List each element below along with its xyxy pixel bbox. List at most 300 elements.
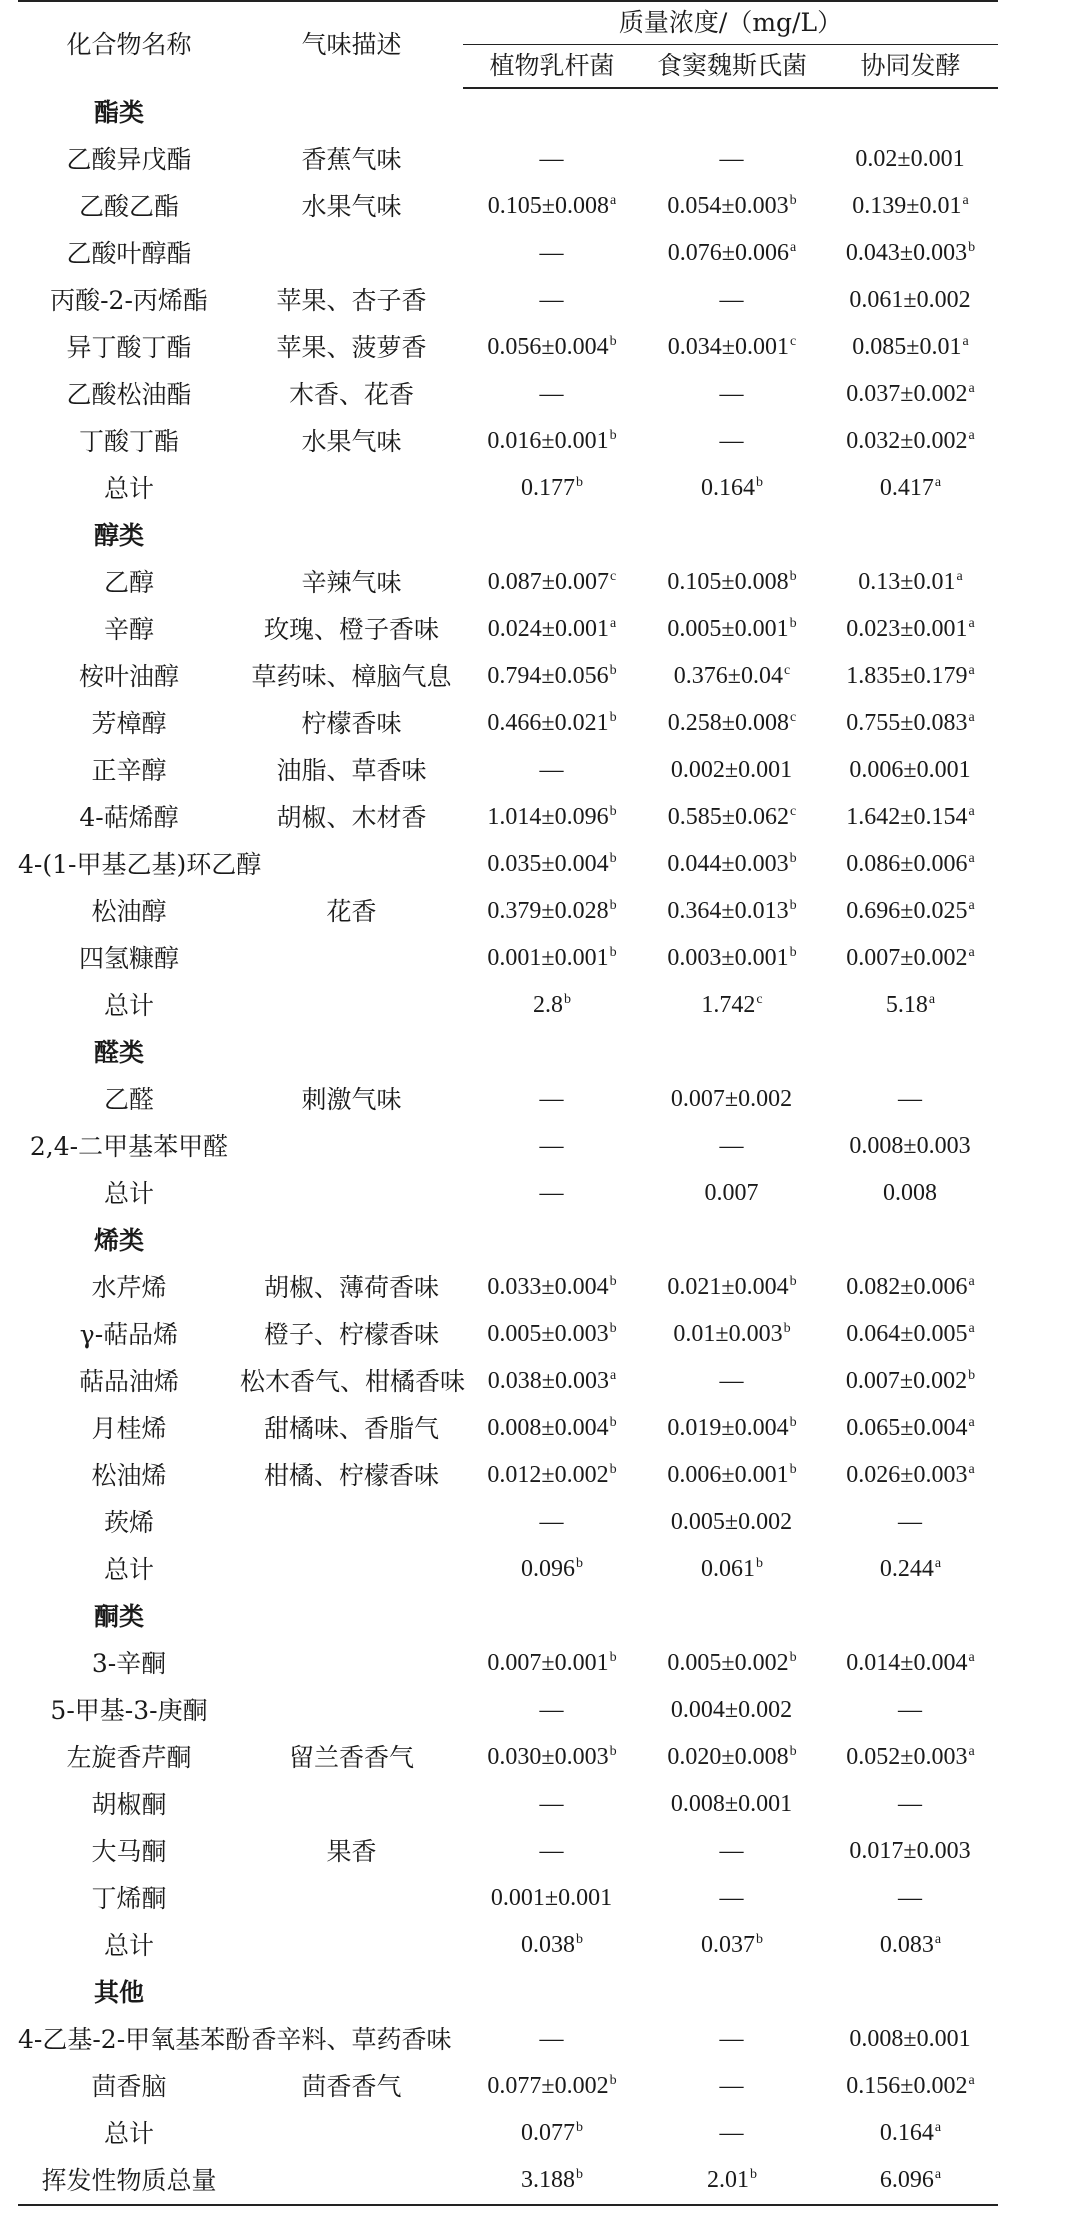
value-cell-c: [823, 1875, 998, 1922]
value-text: 0.005±0.001: [667, 616, 789, 642]
table-row: [18, 418, 998, 465]
significance-letter: b: [609, 1744, 617, 1759]
significance-letter: b: [789, 1650, 797, 1665]
value-text: —: [719, 381, 744, 407]
value-text: 0.417: [879, 475, 934, 501]
compound-name: 胡椒酮: [91, 1790, 167, 1819]
value-cell-c: [823, 1170, 998, 1217]
value-text: 0.007±0.002: [670, 1086, 793, 1112]
table-row: [18, 183, 998, 230]
value-cell-b: [641, 700, 823, 747]
volatile-compounds-table: [18, 0, 998, 2206]
value-cell-a: [463, 1781, 641, 1828]
significance-letter: c: [756, 992, 763, 1007]
significance-letter: a: [968, 1274, 975, 1289]
significance-letter: b: [576, 2167, 583, 2182]
value-text: 0.061: [701, 1556, 755, 1582]
odor-description: 草药味、樟脑气息: [251, 662, 452, 691]
value-cell-c: [823, 653, 998, 700]
significance-letter: b: [789, 1415, 797, 1430]
value-cell-b: [641, 653, 823, 700]
value-cell-a: [463, 2063, 641, 2110]
value-text: 0.054±0.003: [667, 193, 789, 219]
table-row: [18, 371, 998, 418]
value-cell-c: [823, 2110, 998, 2157]
value-text: 0.096: [521, 1556, 575, 1582]
value-cell-a: [463, 1828, 641, 1875]
value-cell-b: [641, 2063, 823, 2110]
value-cell-b: [641, 982, 823, 1029]
value-text: 2.8: [533, 992, 563, 1018]
value-cell-b: [641, 2110, 823, 2157]
value-cell-b: [641, 324, 823, 371]
table-row: [18, 465, 998, 512]
significance-letter: b: [756, 475, 763, 490]
value-cell-a: [463, 230, 641, 277]
value-cell-a: [463, 1452, 641, 1499]
significance-letter: a: [928, 992, 936, 1007]
value-text: 0.466±0.021: [487, 710, 609, 736]
significance-letter: a: [968, 710, 975, 725]
value-text: 0.005±0.003: [487, 1321, 609, 1347]
table-row: [18, 324, 998, 371]
value-cell-b: [641, 606, 823, 653]
category-row-filler: [240, 88, 998, 136]
value-cell-a: [463, 2016, 641, 2063]
value-text: 0.086±0.006: [846, 851, 968, 877]
value-cell-b: [641, 418, 823, 465]
odor-description: 苹果、杏子香: [276, 286, 427, 315]
value-cell-c: [823, 1687, 998, 1734]
value-text: 0.008±0.003: [849, 1133, 971, 1159]
table-row: [18, 1499, 998, 1546]
value-text: 0.258±0.008: [667, 710, 789, 736]
odor-description: [240, 465, 463, 512]
value-cell-b: [641, 794, 823, 841]
significance-letter: c: [789, 804, 797, 819]
value-cell-a: [463, 1170, 641, 1217]
value-cell-a: [463, 136, 641, 183]
odor-description: [240, 1546, 463, 1593]
significance-letter: a: [609, 616, 617, 631]
category-row: [18, 1593, 998, 1640]
category-name: 醛类: [93, 1038, 144, 1067]
value-text: 0.008: [883, 1180, 937, 1206]
category-name: 酮类: [93, 1602, 144, 1631]
value-cell-c: [823, 888, 998, 935]
value-cell-c: [823, 935, 998, 982]
value-text: 0.037: [701, 1932, 755, 1958]
value-text: 1.742: [701, 992, 756, 1018]
value-cell-c: [823, 2016, 998, 2063]
compound-name: 莰烯: [103, 1508, 154, 1537]
odor-description: [240, 1123, 463, 1170]
category-name: 酯类: [93, 97, 144, 127]
value-cell-a: [463, 371, 641, 418]
table-row: [18, 1734, 998, 1781]
significance-letter: b: [756, 1556, 763, 1571]
value-text: 0.585±0.062: [667, 804, 789, 830]
table-row: [18, 1828, 998, 1875]
value-text: 0.105±0.008: [667, 569, 789, 595]
value-text: 0.033±0.004: [487, 1274, 609, 1300]
significance-letter: b: [756, 1932, 763, 1947]
value-text: 0.083: [879, 1932, 934, 1958]
significance-letter: a: [789, 240, 797, 255]
compound-name: 丁酸丁酯: [78, 427, 179, 456]
value-text: 0.087±0.007: [487, 569, 609, 595]
significance-letter: b: [789, 945, 797, 960]
value-text: 5.18: [885, 992, 928, 1018]
value-cell-b: [641, 1734, 823, 1781]
header-compound-name: 化合物名称: [18, 1, 240, 88]
value-cell-a: [463, 888, 641, 935]
value-cell-c: [823, 183, 998, 230]
table-row: [18, 1123, 998, 1170]
significance-letter: b: [564, 992, 571, 1007]
value-cell-c: [823, 1828, 998, 1875]
value-text: 0.004±0.002: [670, 1697, 793, 1723]
table-row: [18, 230, 998, 277]
table-row: [18, 1170, 998, 1217]
value-cell-b: [641, 2016, 823, 2063]
value-cell-c: [823, 559, 998, 606]
value-text: 0.030±0.003: [487, 1744, 609, 1770]
value-text: —: [719, 1885, 744, 1911]
significance-letter: a: [968, 663, 975, 678]
value-cell-b: [641, 1358, 823, 1405]
compound-name: 芳樟醇: [91, 709, 167, 738]
compound-name: 四氢糠醇: [78, 944, 179, 973]
value-text: 0.077: [521, 2120, 575, 2146]
value-text: —: [539, 1086, 564, 1112]
value-cell-c: [823, 1264, 998, 1311]
value-cell-c: [823, 371, 998, 418]
significance-letter: b: [750, 2167, 757, 2182]
odor-description: 刺激气味: [301, 1085, 402, 1114]
odor-description: 苹果、菠萝香: [276, 333, 427, 362]
value-text: —: [539, 381, 564, 407]
value-text: —: [539, 1838, 564, 1864]
value-text: —: [898, 1885, 922, 1911]
header-odor-description: 气味描述: [240, 1, 463, 88]
value-cell-b: [641, 183, 823, 230]
value-cell-c: [823, 136, 998, 183]
value-text: 0.034±0.001: [667, 334, 789, 360]
compound-name: 桉叶油醇: [78, 662, 179, 691]
value-cell-c: [823, 324, 998, 371]
odor-description: 甜橘味、香脂气: [263, 1414, 439, 1443]
value-cell-a: [463, 1123, 641, 1170]
significance-letter: b: [609, 1274, 617, 1289]
value-text: 0.085±0.01: [852, 334, 962, 360]
value-cell-a: [463, 418, 641, 465]
value-cell-b: [641, 1687, 823, 1734]
table-row: [18, 1405, 998, 1452]
category-name: 醇类: [93, 521, 144, 550]
odor-description: [240, 1499, 463, 1546]
value-text: 0.007: [704, 1180, 759, 1206]
value-text: 0.376±0.04: [673, 663, 783, 689]
value-text: 0.008±0.001: [849, 2026, 971, 2052]
value-text: 0.164: [879, 2120, 934, 2146]
value-cell-c: [823, 1640, 998, 1687]
compound-name: 左旋香芹酮: [66, 1743, 192, 1772]
value-text: 0.13±0.01: [858, 569, 956, 595]
value-cell-a: [463, 2157, 641, 2205]
value-cell-a: [463, 1358, 641, 1405]
value-cell-c: [823, 747, 998, 794]
odor-description: 柠檬香味: [301, 709, 402, 738]
significance-letter: a: [968, 1415, 975, 1430]
value-text: 0.02±0.001: [855, 146, 965, 172]
value-cell-b: [641, 277, 823, 324]
odor-description: [240, 1687, 463, 1734]
significance-letter: b: [609, 1415, 617, 1430]
value-cell-a: [463, 841, 641, 888]
value-cell-b: [641, 559, 823, 606]
value-cell-c: [823, 418, 998, 465]
table-row: [18, 1922, 998, 1969]
value-cell-c: [823, 2063, 998, 2110]
significance-letter: a: [968, 804, 975, 819]
table-row: [18, 1875, 998, 1922]
value-text: —: [539, 2026, 564, 2052]
category-row: [18, 1217, 998, 1264]
value-cell-b: [641, 935, 823, 982]
compound-name: 丙酸-2-丙烯酯: [50, 286, 208, 315]
odor-description: [240, 982, 463, 1029]
table-row: [18, 277, 998, 324]
odor-description: 胡椒、木材香: [276, 803, 427, 832]
value-text: 0.032±0.002: [846, 428, 968, 454]
value-cell-c: [823, 465, 998, 512]
category-row-filler: [240, 1969, 998, 2016]
value-text: 0.016±0.001: [487, 428, 609, 454]
compound-name: 3-辛酮: [91, 1649, 167, 1678]
value-cell-b: [641, 1640, 823, 1687]
value-cell-a: [463, 277, 641, 324]
grand-total-row: [18, 2157, 998, 2205]
value-text: —: [898, 1791, 922, 1817]
compound-name: 乙醇: [103, 568, 154, 597]
value-cell-a: [463, 1076, 641, 1123]
significance-letter: b: [789, 1274, 797, 1289]
value-cell-c: [823, 1076, 998, 1123]
category-row: [18, 512, 998, 559]
compound-name: 4-乙基-2-甲氧基苯酚: [18, 2025, 251, 2054]
compound-name: 乙酸叶醇酯: [66, 239, 192, 268]
compound-name: 松油醇: [91, 897, 167, 926]
odor-description: [240, 1640, 463, 1687]
odor-description: [240, 2157, 463, 2205]
value-cell-b: [641, 841, 823, 888]
significance-letter: a: [609, 193, 617, 208]
value-text: 0.044±0.003: [667, 851, 789, 877]
odor-description: 胡椒、薄荷香味: [263, 1273, 439, 1302]
value-text: —: [898, 1509, 922, 1535]
value-text: —: [539, 1509, 564, 1535]
value-text: 0.364±0.013: [667, 898, 789, 924]
value-cell-c: [823, 1311, 998, 1358]
table-row: [18, 794, 998, 841]
significance-letter: b: [609, 804, 617, 819]
value-text: 0.021±0.004: [667, 1274, 789, 1300]
compound-name: 丁烯酮: [91, 1884, 167, 1913]
significance-letter: c: [789, 710, 797, 725]
significance-letter: a: [968, 851, 975, 866]
value-cell-c: [823, 1405, 998, 1452]
significance-letter: a: [968, 1321, 975, 1336]
significance-letter: b: [968, 240, 976, 255]
odor-description: 橙子、柠檬香味: [263, 1320, 439, 1349]
value-text: 0.794±0.056: [487, 663, 609, 689]
odor-description: 茴香香气: [301, 2072, 402, 2101]
category-row-filler: [240, 1593, 998, 1640]
compound-name: γ-萜品烯: [79, 1320, 179, 1349]
value-cell-a: [463, 935, 641, 982]
significance-letter: a: [934, 2167, 942, 2182]
odor-description: 柑橘、柠檬香味: [263, 1461, 439, 1490]
value-cell-b: [641, 1405, 823, 1452]
table-row: [18, 700, 998, 747]
significance-letter: c: [609, 569, 617, 584]
compound-name: 月桂烯: [91, 1414, 167, 1443]
value-text: 0.023±0.001: [846, 616, 968, 642]
compound-name: 总计: [103, 1179, 154, 1208]
value-cell-a: [463, 1405, 641, 1452]
header-co-fermentation: 协同发酵: [823, 45, 998, 89]
significance-letter: b: [609, 1321, 617, 1336]
value-cell-a: [463, 1687, 641, 1734]
significance-letter: b: [789, 193, 797, 208]
odor-description: 果香: [326, 1837, 377, 1866]
value-text: 0.164: [701, 475, 755, 501]
value-text: 0.005±0.002: [667, 1650, 789, 1676]
compound-name: 总计: [103, 474, 154, 503]
value-text: 0.014±0.004: [846, 1650, 968, 1676]
value-cell-a: [463, 465, 641, 512]
table-row: [18, 1687, 998, 1734]
value-text: 0.105±0.008: [487, 193, 609, 219]
value-cell-a: [463, 1922, 641, 1969]
value-text: 0.020±0.008: [667, 1744, 789, 1770]
header-weissella-cibaria: 食窦魏斯氏菌: [641, 45, 823, 89]
value-cell-b: [641, 1076, 823, 1123]
value-text: 0.006±0.001: [667, 1462, 789, 1488]
significance-letter: b: [783, 1321, 791, 1336]
compound-name: 2,4-二甲基苯甲醛: [29, 1132, 229, 1161]
table-row: [18, 1076, 998, 1123]
compound-name: 总计: [103, 991, 154, 1020]
category-name: 烯类: [93, 1226, 144, 1255]
value-cell-a: [463, 747, 641, 794]
value-text: 0.002±0.001: [670, 757, 793, 783]
significance-letter: c: [783, 663, 791, 678]
odor-description: 水果气味: [301, 427, 402, 456]
significance-letter: b: [576, 1932, 583, 1947]
odor-description: 香辛料、草药香味: [251, 2025, 452, 2054]
value-text: 0.024±0.001: [487, 616, 609, 642]
significance-letter: b: [789, 1744, 797, 1759]
odor-description: [240, 841, 463, 888]
value-cell-c: [823, 1452, 998, 1499]
table-row: [18, 1311, 998, 1358]
value-text: 0.038±0.003: [487, 1368, 609, 1394]
table-row: [18, 888, 998, 935]
value-cell-c: [823, 1358, 998, 1405]
compound-name: 挥发性物质总量: [18, 2157, 240, 2205]
value-cell-b: [641, 1170, 823, 1217]
value-text: 0.01±0.003: [673, 1321, 783, 1347]
value-cell-c: [823, 794, 998, 841]
table-row: [18, 559, 998, 606]
value-cell-c: [823, 1734, 998, 1781]
compound-name: 总计: [103, 1555, 154, 1584]
value-text: 0.065±0.004: [846, 1415, 968, 1441]
value-text: 0.038: [521, 1932, 575, 1958]
value-text: 0.007±0.001: [487, 1650, 609, 1676]
significance-letter: b: [576, 1556, 583, 1571]
category-name: 其他: [93, 1978, 144, 2007]
significance-letter: a: [968, 1650, 975, 1665]
value-cell-b: [641, 1922, 823, 1969]
odor-description: 松木香气、柑橘香味: [240, 1367, 466, 1396]
significance-letter: a: [934, 1556, 942, 1571]
value-text: 0.006±0.001: [849, 757, 971, 783]
table-row: [18, 841, 998, 888]
compound-name: 4-(1-甲基乙基)环乙醇: [18, 850, 262, 879]
table-row: [18, 982, 998, 1029]
header-lactobacillus-plantarum: 植物乳杆菌: [463, 45, 641, 89]
value-text: 0.156±0.002: [846, 2073, 968, 2099]
value-text: —: [539, 1180, 564, 1206]
value-text: 0.007±0.002: [845, 1368, 968, 1394]
compound-name: 乙酸异戊酯: [66, 145, 192, 174]
value-text: 0.076±0.006: [667, 240, 789, 266]
odor-description: 油脂、草香味: [276, 756, 427, 785]
table-row: [18, 1264, 998, 1311]
value-text: —: [719, 2026, 744, 2052]
value-cell-a: [463, 700, 641, 747]
value-text: 0.696±0.025: [846, 898, 968, 924]
value-text: —: [898, 1086, 922, 1112]
value-text: 0.244: [879, 1556, 934, 1582]
value-cell-a: [463, 1734, 641, 1781]
value-text: 0.001±0.001: [487, 945, 609, 971]
compound-name: 异丁酸丁酯: [66, 333, 192, 362]
category-row: [18, 1969, 998, 2016]
significance-letter: b: [968, 1368, 976, 1383]
value-text: —: [539, 240, 564, 266]
value-text: 1.642±0.154: [846, 804, 968, 830]
value-text: 0.005±0.002: [670, 1509, 793, 1535]
significance-letter: b: [609, 710, 617, 725]
significance-letter: b: [609, 898, 617, 913]
significance-letter: b: [609, 663, 617, 678]
value-cell-a: [463, 1546, 641, 1593]
significance-letter: b: [609, 334, 617, 349]
value-cell-c: [823, 2157, 998, 2205]
value-text: 0.017±0.003: [849, 1838, 971, 1864]
compound-name: 乙酸乙酯: [78, 192, 179, 221]
value-text: 0.012±0.002: [487, 1462, 609, 1488]
odor-description: 香蕉气味: [301, 145, 402, 174]
value-cell-c: [823, 982, 998, 1029]
value-cell-a: [463, 606, 641, 653]
significance-letter: b: [576, 2120, 583, 2135]
compound-name: 辛醇: [103, 615, 154, 644]
